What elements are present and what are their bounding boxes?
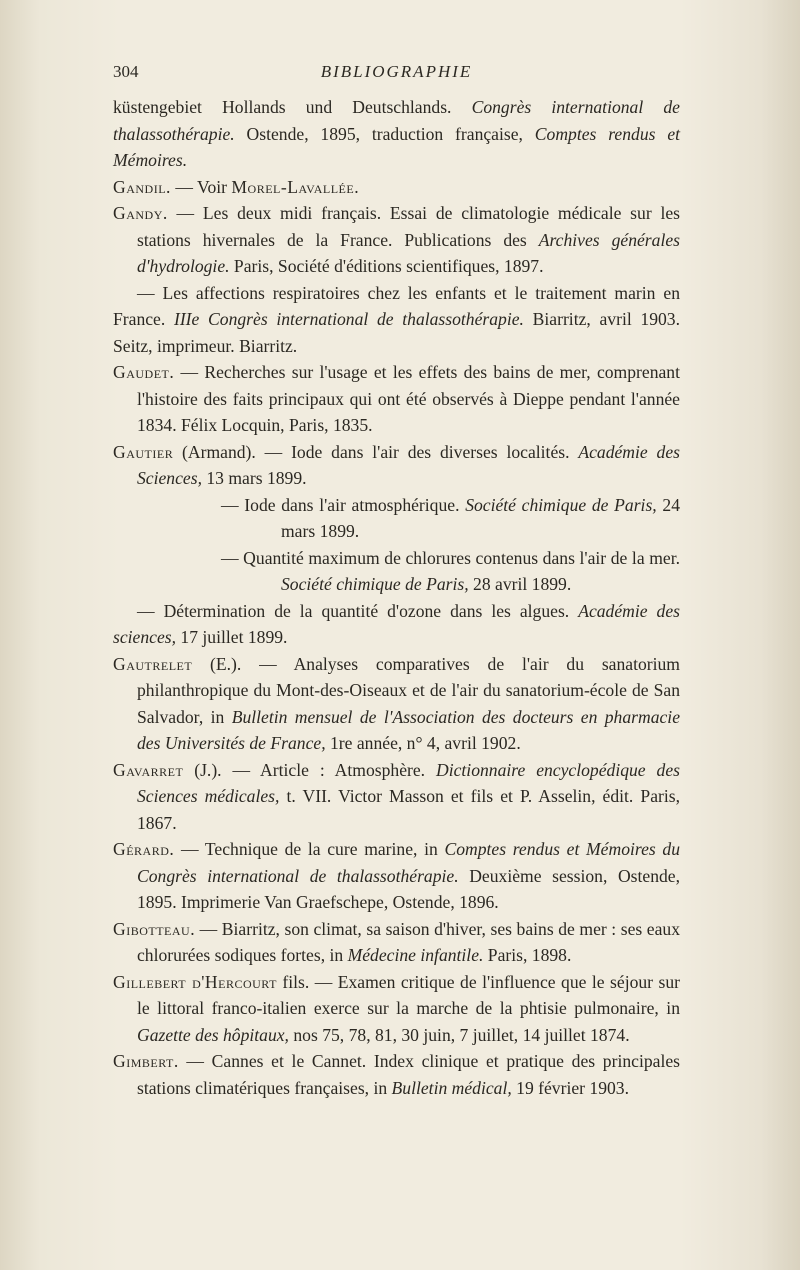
bibliography-list bbox=[113, 94, 680, 1101]
entry-text: — Recherches sur l'usage et les effets des bains de mer, comprenant l'histoire des faits principaux qui ont été observés à Dieppe pendant l'année 1834. Félix Locquin, Paris, 1835. bbox=[137, 362, 680, 435]
publication-title: Gazette des hôpitaux, bbox=[137, 1024, 289, 1045]
bibliography-entry bbox=[113, 916, 680, 969]
entry-text: 13 mars 1899. bbox=[201, 468, 307, 488]
entry-text: — Iode dans l'air atmosphérique. bbox=[221, 494, 466, 515]
publication-title: Bulletin médical, bbox=[391, 1077, 512, 1098]
entry-text: 28 avril 1899. bbox=[468, 574, 572, 594]
entry-text: — Voir bbox=[170, 176, 232, 197]
publication-title: Académie des Sciences, bbox=[137, 441, 680, 488]
publication-title: Congrès international de thalassothérapie. bbox=[113, 97, 680, 144]
page-number: 304 bbox=[113, 62, 139, 81]
author-name: Gaudet. bbox=[113, 362, 175, 382]
entry-text: (E.). — Analyses comparatives de l'air du sanatorium philanthropique du Mont-des-Oiseaux et de l'air du sanatorium-école de San Salvador, in bbox=[137, 653, 680, 727]
author-name: Gautier bbox=[113, 441, 174, 462]
entry-text: — Biarritz, son climat, sa saison d'hiver, ses bains de mer : ses eaux chlorurées sodiques fortes, in bbox=[137, 918, 680, 965]
bibliography-entry bbox=[113, 174, 680, 201]
running-head: BIBLIOGRAPHIE bbox=[320, 62, 473, 81]
bibliography-entry bbox=[113, 94, 680, 174]
entry-text: — Technique de la cure marine, in bbox=[174, 839, 445, 859]
entry-text: 24 mars 1899. bbox=[281, 494, 680, 541]
bibliography-entry bbox=[113, 280, 680, 360]
bibliography-entry bbox=[113, 969, 680, 1049]
bibliography-entry bbox=[113, 545, 680, 598]
entry-text: — Quantité maximum de chlorures contenus dans l'air de la mer. bbox=[221, 547, 680, 568]
author-name: Gimbert. bbox=[113, 1051, 179, 1071]
publication-title: Médecine infantile. bbox=[347, 945, 484, 965]
entry-text: Deuxième session, Ostende, 1895. Imprimerie Van Graefschepe, Ostende, 1896. bbox=[137, 865, 680, 912]
entry-text: — Les deux midi français. Essai de climatologie médicale sur les stations hivernales de la France. Publications des bbox=[137, 203, 680, 250]
entry-text: t. VII. Victor Masson et fils et P. Asselin, édit. Paris, 1867. bbox=[137, 786, 680, 833]
bibliography-entry bbox=[113, 492, 680, 545]
bibliography-entry bbox=[113, 1048, 680, 1101]
author-name: Gibotteau. bbox=[113, 918, 196, 939]
entry-text: 1re année, n° 4, avril 1902. bbox=[325, 733, 521, 753]
bibliography-entry bbox=[113, 598, 680, 651]
bibliography-entry bbox=[113, 836, 680, 916]
publication-title: Bulletin mensuel de l'Association des docteurs en pharmacie des Universités de France, bbox=[137, 706, 681, 753]
entry-text: Ostende, 1895, traduction française, bbox=[234, 123, 535, 144]
publication-title: Archives générales d'hydrologie. bbox=[137, 229, 680, 276]
publication-title: Académie des sciences, bbox=[113, 600, 681, 647]
entry-text: nos 75, 78, 81, 30 juin, 7 juillet, 14 juillet 1874. bbox=[288, 1024, 630, 1045]
publication-title: Comptes rendus et Mémoires du Congrès international de thalassothérapie. bbox=[137, 839, 680, 886]
entry-text: Biarritz, avril 1903. Seitz, imprimeur. Biarritz. bbox=[113, 309, 681, 356]
entry-text: 19 février 1903. bbox=[511, 1077, 630, 1098]
publication-title: Comptes rendus et Mémoires. bbox=[113, 123, 681, 170]
author-name: Gautrelet bbox=[113, 653, 193, 674]
publication-title: Société chimique de Paris, bbox=[465, 494, 657, 515]
author-name: Gavarret bbox=[113, 759, 184, 780]
entry-text: (J.). — Article : Atmosphère. bbox=[183, 759, 437, 780]
bibliography-entry bbox=[113, 200, 680, 280]
author-name: Gérard. bbox=[113, 839, 175, 859]
bibliography-entry bbox=[113, 439, 680, 492]
author-name: Gandy. bbox=[113, 203, 168, 223]
entry-text: Paris, 1898. bbox=[483, 945, 572, 965]
bibliography-entry bbox=[113, 757, 680, 837]
publication-title: IIIe Congrès international de thalassothérapie. bbox=[173, 309, 524, 329]
page-header bbox=[113, 62, 680, 84]
entry-text: küstengebiet Hollands und Deutschlands. bbox=[113, 97, 472, 117]
entry-text: 17 juillet 1899. bbox=[176, 627, 288, 647]
entry-text: — Les affections respiratoires chez les enfants et le traitement marin en France. bbox=[113, 282, 680, 329]
entry-text: — Cannes et le Cannet. Index clinique et pratique des principales stations climatériques françaises, in bbox=[137, 1051, 680, 1098]
author-name: Gandil. bbox=[113, 176, 171, 197]
publication-title: Dictionnaire encyclopédique des Sciences médicales, bbox=[137, 759, 680, 806]
author-name: Morel-Lavallée. bbox=[231, 176, 360, 197]
bibliography-entry bbox=[113, 359, 680, 439]
entry-text: (Armand). — Iode dans l'air des diverses localités. bbox=[173, 441, 579, 462]
entry-text: fils. — Examen critique de l'influence que le séjour sur le littoral franco-italien exerce sur la marche de la phtisie pulmonaire, in bbox=[137, 971, 680, 1018]
author-name: Gillebert d'Hercourt bbox=[113, 971, 277, 992]
bibliography-entry bbox=[113, 651, 680, 757]
entry-text: Paris, Société d'éditions scientifiques, 1897. bbox=[229, 256, 544, 276]
publication-title: Société chimique de Paris, bbox=[281, 574, 469, 594]
entry-text: — Détermination de la quantité d'ozone dans les algues. bbox=[137, 600, 579, 621]
